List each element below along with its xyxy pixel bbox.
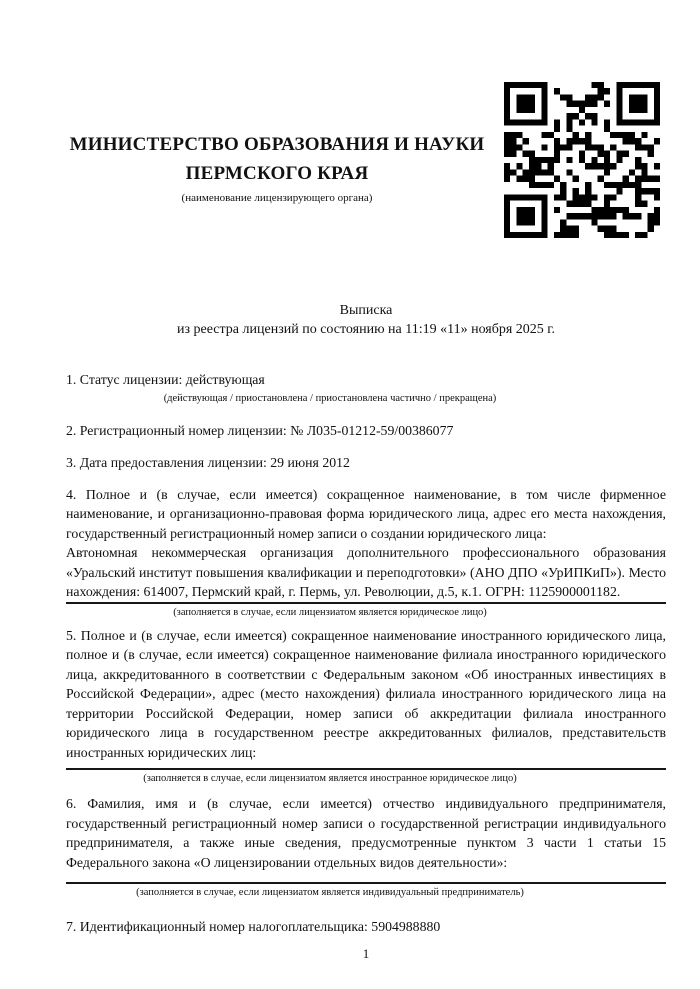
license-number-item: [66, 421, 666, 441]
license-date-text: 3. Дата предоставления лицензии: 29 июня 2012: [66, 455, 350, 470]
ministry-name-line2: ПЕРМСКОГО КРАЯ: [185, 163, 369, 184]
foreign-entity-item: [66, 626, 666, 787]
license-number-text: 2. Регистрационный номер лицензии: № Л035-01212-59/00386077: [66, 422, 454, 438]
foreign-entity-answer-line: [66, 768, 666, 770]
licensing-authority-header: [66, 0, 488, 205]
entrepreneur-answer-line: [66, 882, 666, 884]
foreign-entity-caption: (заполняется в случае, если лицензиатом является иностранное юридическое лицо): [143, 773, 517, 784]
ministry-name-line1: МИНИСТЕРСТВО ОБРАЗОВАНИЯ И НАУКИ: [69, 134, 485, 155]
license-status-item: [66, 370, 666, 406]
document-title-date-line: из реестра лицензий по состоянию на 11:19 «11» ноября 2025 г.: [177, 322, 555, 337]
page-number: 1: [362, 945, 370, 961]
ministry-caption: (наименование лицензирующего органа): [181, 192, 373, 204]
entrepreneur-label: 6. Фамилия, имя и (в случае, если имеется) отчество индивидуального предпринимателя, государственный регистрационный номер записи о государственной регистрации индивидуального предпринимателя, а также иные сведения, предусмотренные пунктом 3 части 1 статьи 15 Федерального закона «О лицензировании отдельных видов деятельности»:: [66, 796, 666, 870]
entrepreneur-caption: (заполняется в случае, если лицензиатом является индивидуальный предприниматель): [136, 887, 524, 898]
legal-entity-label: 4. Полное и (в случае, если имеется) сокращенное наименование, в том числе фирменное наименование, и организационно-правовая форма юридического лица, адрес его места нахождения, государственный регистрационный номер записи о создании юридического лица:: [66, 486, 666, 541]
foreign-entity-label: 5. Полное и (в случае, если имеется) сокращенное наименование иностранного юридического лица, полное и (в случае, если имеется) сокращенное наименование филиала иностранного юридического лица, аккредитованного в соответствии с Федеральным законом «Об иностранных инвестициях в Российской Федерации», адрес (место нахождения) филиала иностранного юридического лица на территории Российской Федерации, номер записи об аккредитации филиала иностранного юридического лица в государственном реестре аккредитованных филиалов, представительств иностранных юридических лиц:: [66, 627, 666, 760]
document-title-block: [66, 301, 666, 339]
document-title: Выписка: [339, 303, 393, 318]
legal-entity-value: Автономная некоммерческая организация дополнительного профессионального образования «Уральский институт повышения квалификации и переподготовки» (АНО ДПО «УрИПКиП»). Место нахождения: 614007, Пермский край, г. Пермь, ул. Революции, д.5, к.1. ОГРН: 1125900001182.: [66, 545, 666, 599]
license-date-item: [66, 453, 666, 473]
legal-entity-caption: (заполняется в случае, если лицензиатом является юридическое лицо): [173, 606, 487, 618]
license-status-caption: (действующая / приостановлена / приостановлена частично / прекращена): [163, 392, 497, 404]
legal-entity-item: [66, 485, 666, 620]
qr-code: [504, 82, 660, 238]
license-status-text: 1. Статус лицензии: действующая: [66, 372, 265, 387]
ministry-name: [66, 130, 488, 188]
legal-entity-answer-line: [66, 602, 666, 604]
inn-text: 7. Идентификационный номер налогоплательщика: 5904988880: [66, 919, 441, 934]
inn-item: [66, 917, 666, 937]
entrepreneur-item: [66, 794, 666, 900]
qr-code-image: [504, 82, 660, 238]
